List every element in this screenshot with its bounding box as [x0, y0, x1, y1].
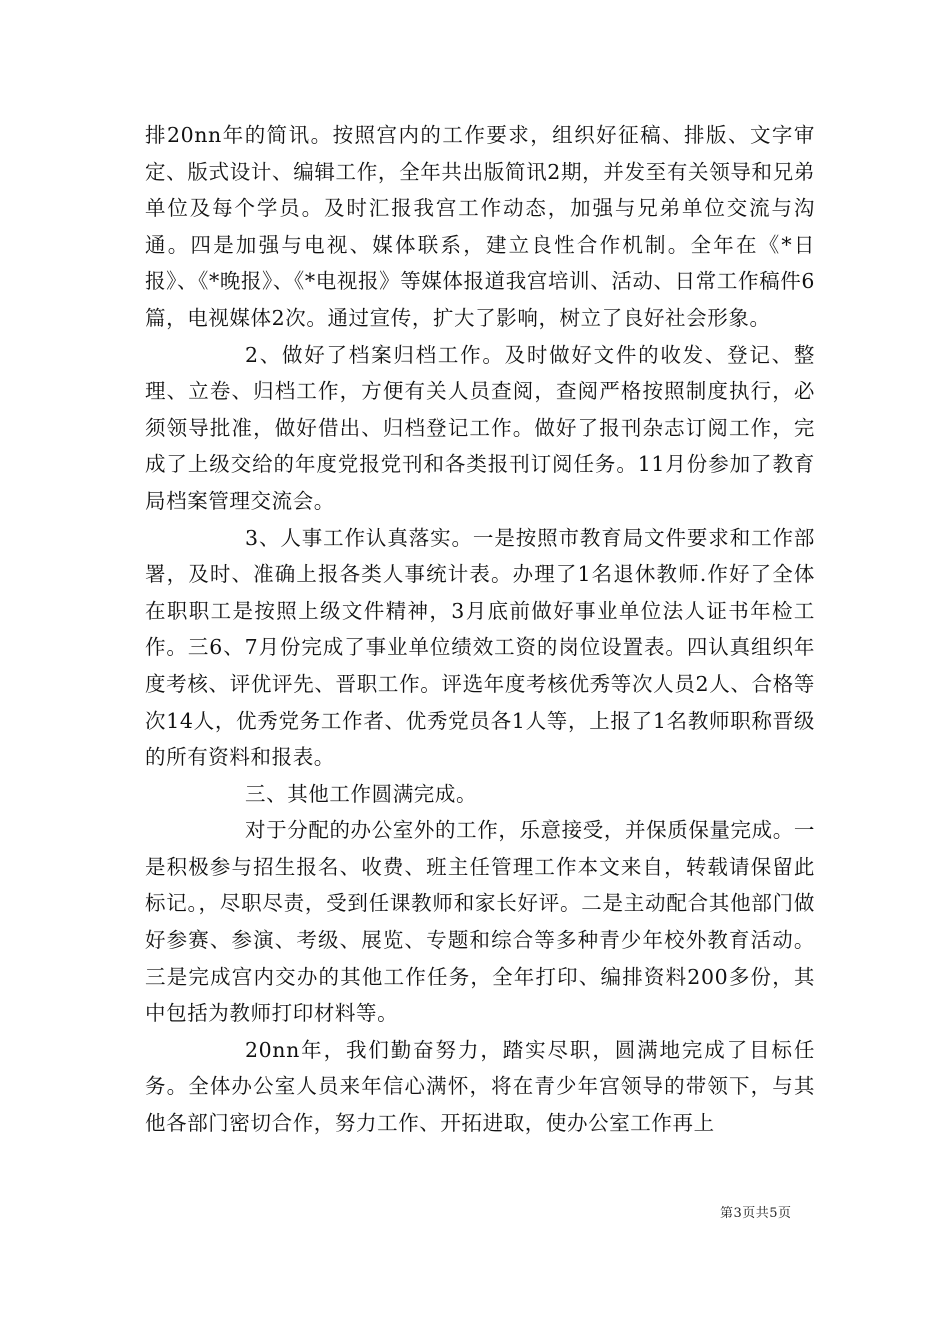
- paragraph-personnel-work: 3、人事工作认真落实。一是按照市教育局文件要求和工作部署，及时、准确上报各类人事统计表。办理了1名退休教师.作好了全体在职职工是按照上级文件精神，3月底前做好事业单位法人证书年检工作。三6、7月份完成了事业单位绩效工资的岗位设置表。四认真组织年度考核、评优评先、晋职工作。评选年度考核优秀等次人员2人、合格等次14人，优秀党务工作者、优秀党员各1人等，上报了1名教师职称晋级的所有资料和报表。: [145, 525, 815, 770]
- document-body: [145, 117, 815, 1142]
- paragraph-archive-work: 2、做好了档案归档工作。及时做好文件的收发、登记、整理、立卷、归档工作，方便有关人员查阅，查阅严格按照制度执行，必须领导批准，做好借出、归档登记工作。做好了报刊杂志订阅工作，完成了上级交给的年度党报党刊和各类报刊订阅任务。11月份参加了教育局档案管理交流会。: [145, 342, 815, 513]
- page-number-footer: 第3页共5页: [720, 1206, 792, 1221]
- paragraph-summary: 20nn年，我们勤奋努力，踏实尽职，圆满地完成了目标任务。全体办公室人员来年信心满怀，将在青少年宫领导的带领下，与其他各部门密切合作，努力工作、开拓进取，使办公室工作再上: [145, 1037, 815, 1136]
- paragraph-other-work: 对于分配的办公室外的工作，乐意接受，并保质保量完成。一是积极参与招生报名、收费、班主任管理工作本文来自，转载请保留此标记。，尽职尽责，受到任课教师和家长好评。二是主动配合其他部门做好参赛、参演、考级、展览、专题和综合等多种青少年校外教育活动。三是完成宫内交办的其他工作任务，全年打印、编排资料200多份，其中包括为教师打印材料等。: [145, 818, 815, 1026]
- section-heading-other-work: 三、其他工作圆满完成。: [245, 781, 478, 806]
- paragraph-press-work: 排20nn年的简讯。按照宫内的工作要求，组织好征稿、排版、文字审定、版式设计、编辑工作，全年共出版简讯2期，并发至有关领导和兄弟单位及每个学员。及时汇报我宫工作动态，加强与兄弟单位交流与沟通。四是加强与电视、媒体联系，建立良性合作机制。全年在《*日报》、《*晚报》、《*电视报》等媒体报道我宫培训、活动、日常工作稿件6篇，电视媒体2次。通过宣传，扩大了影响，树立了良好社会形象。: [145, 123, 815, 330]
